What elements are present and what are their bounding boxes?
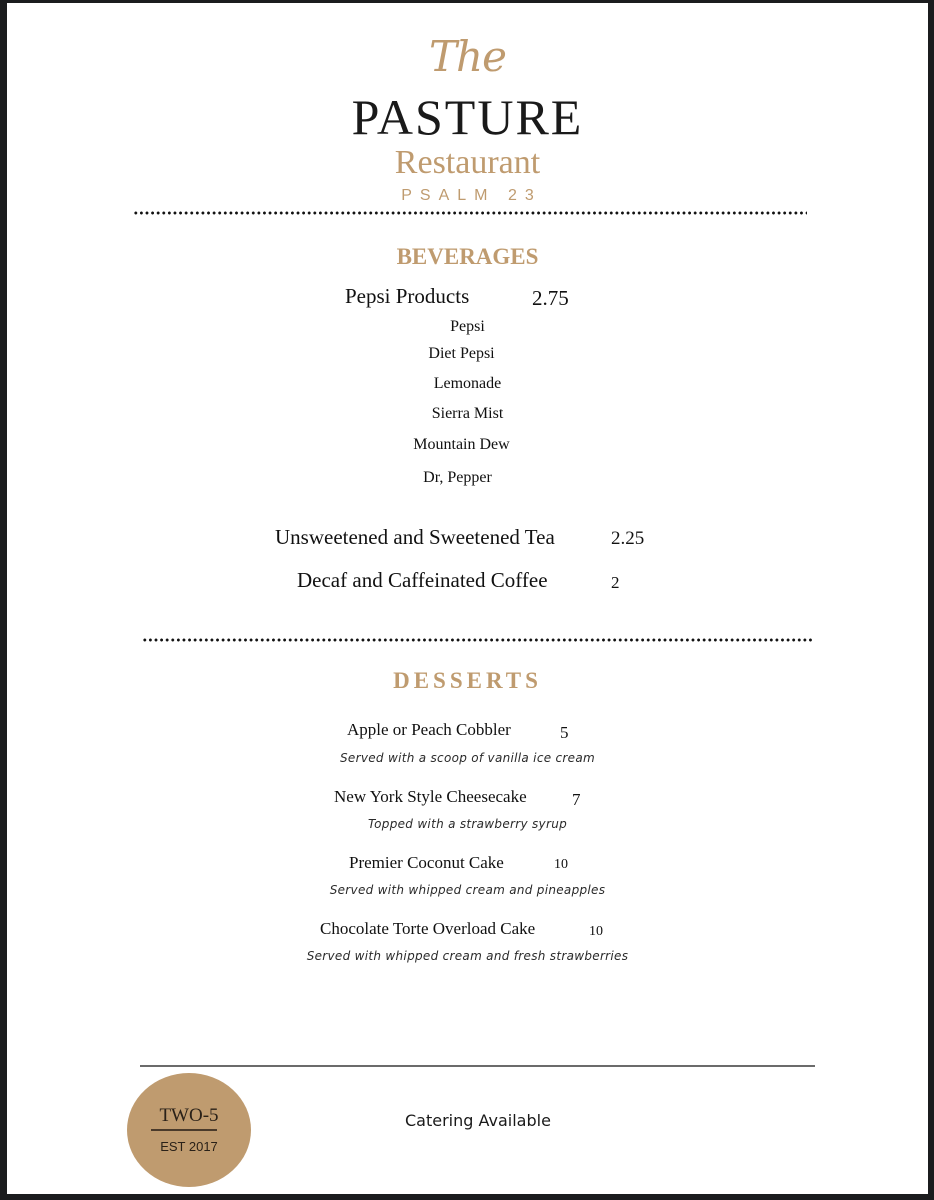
beverage-option: Mountain Dew xyxy=(413,436,510,453)
catering-note: Catering Available xyxy=(405,1111,551,1130)
section-title-beverages: BEVERAGES xyxy=(396,244,539,269)
dessert-item-description: Served with whipped cream and fresh strawberries xyxy=(306,949,629,963)
beverage-option: Pepsi xyxy=(450,318,485,335)
dessert-item-price: 10 xyxy=(589,924,603,939)
dessert-item-name: Apple or Peach Cobbler xyxy=(347,720,511,739)
beverage-option: Diet Pepsi xyxy=(428,345,495,362)
dotted-divider-top xyxy=(133,211,807,215)
restaurant-subtitle: Restaurant xyxy=(394,144,541,181)
dessert-item-name: Chocolate Torte Overload Cake xyxy=(320,919,536,938)
dessert-item-description: Served with a scoop of vanilla ice cream xyxy=(340,751,595,765)
beverage-item-price: 2 xyxy=(611,573,620,592)
dessert-item-price: 5 xyxy=(560,723,569,742)
badge-established: EST 2017 xyxy=(160,1139,218,1154)
dessert-item-name: New York Style Cheesecake xyxy=(334,787,527,806)
beverage-option: Lemonade xyxy=(433,375,502,392)
beverage-item-price: 2.75 xyxy=(532,286,569,310)
beverage-item-name: Decaf and Caffeinated Coffee xyxy=(297,568,548,592)
header-the: The xyxy=(429,32,506,81)
dessert-item-price: 10 xyxy=(554,857,568,872)
restaurant-title: PASTURE xyxy=(351,89,584,145)
beverage-option: Sierra Mist xyxy=(431,405,504,422)
established-badge xyxy=(127,1073,251,1187)
badge-name: TWO-5 xyxy=(159,1105,219,1126)
footer-rule xyxy=(140,1065,815,1067)
dessert-item-price: 7 xyxy=(572,790,581,809)
section-title-desserts: DESSERTS xyxy=(393,668,542,693)
beverage-item-name: Unsweetened and Sweetened Tea xyxy=(275,525,555,549)
dessert-item-description: Topped with a strawberry syrup xyxy=(367,817,568,831)
menu-page xyxy=(7,3,928,1194)
restaurant-tagline: PSALM 23 xyxy=(401,187,542,204)
dessert-item-description: Served with whipped cream and pineapples xyxy=(329,883,606,897)
beverage-item-name: Pepsi Products xyxy=(345,284,470,308)
beverage-option: Dr, Pepper xyxy=(423,469,492,486)
dotted-divider-middle xyxy=(142,638,812,642)
badge-rule xyxy=(151,1129,217,1131)
dessert-item-name: Premier Coconut Cake xyxy=(349,853,504,872)
beverage-item-price: 2.25 xyxy=(611,528,645,549)
